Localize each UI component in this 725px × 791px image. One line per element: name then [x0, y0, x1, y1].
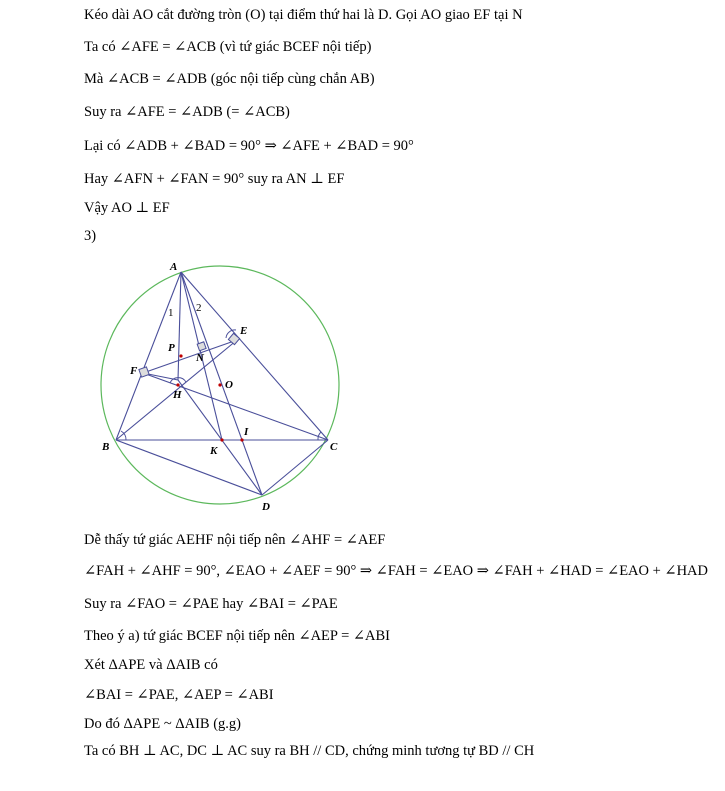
label-p: P	[168, 342, 175, 354]
segment-ab	[116, 272, 181, 440]
point-o	[218, 383, 221, 386]
segment-cf	[143, 373, 328, 440]
segment-hd	[178, 380, 262, 495]
label-i: I	[244, 426, 249, 438]
label-e: E	[240, 325, 248, 337]
angle-mark-2: 2	[196, 302, 202, 314]
line-11: Suy ra ∠FAO = ∠PAE hay ∠BAI = ∠PAE	[84, 596, 338, 612]
segment-ad	[181, 272, 262, 495]
line-5: Lại có ∠ADB + ∠BAD = 90° ⇒ ∠AFE + ∠BAD = 90°	[84, 138, 414, 154]
point-i	[240, 438, 243, 441]
line-9: Dễ thấy tứ giác AEHF nội tiếp nên ∠AHF = ∠AEF	[84, 532, 386, 548]
line-3: Mà ∠ACB = ∠ADB (góc nội tiếp cùng chắn AB)	[84, 71, 375, 87]
line-16: Ta có BH ⊥ AC, DC ⊥ AC suy ra BH // CD, chứng minh tương tự BD // CH	[84, 743, 535, 759]
geometry-figure	[98, 258, 358, 516]
segment-cd	[262, 440, 328, 495]
line-15: Do đó ΔAPE ~ ΔAIB (g.g)	[84, 716, 241, 732]
line-2: Ta có ∠AFE = ∠ACB (vì tứ giác BCEF nội tiếp)	[84, 39, 372, 55]
line-10: ∠FAH + ∠AHF = 90°, ∠EAO + ∠AEF = 90° ⇒ ∠FAH = ∠EAO ⇒ ∠FAH + ∠HAD = ∠EAO + ∠HAD	[84, 563, 708, 579]
point-h	[176, 383, 179, 386]
label-f: F	[130, 365, 138, 377]
label-d: D	[262, 501, 270, 513]
line-8: 3)	[84, 228, 97, 244]
line-6: Hay ∠AFN + ∠FAN = 90° suy ra AN ⊥ EF	[84, 171, 345, 187]
segment-ai-alt	[178, 272, 181, 380]
line-13: Xét ΔAPE và ΔAIB có	[84, 657, 218, 673]
label-o: O	[225, 379, 233, 391]
segment-bd	[116, 440, 262, 495]
line-7: Vậy AO ⊥ EF	[84, 200, 170, 216]
label-c: C	[330, 441, 338, 453]
angle-arc-c	[318, 432, 321, 440]
angle-mark-1: 1	[168, 307, 174, 319]
line-1: Kéo dài AO cắt đường tròn (O) tại điểm thứ hai là D. Gọi AO giao EF tại N	[84, 7, 523, 23]
label-b: B	[102, 441, 110, 453]
point-p	[179, 354, 182, 357]
line-4: Suy ra ∠AFE = ∠ADB (= ∠ACB)	[84, 104, 290, 120]
label-k: K	[210, 445, 218, 457]
line-12: Theo ý a) tứ giác BCEF nội tiếp nên ∠AEP = ∠ABI	[84, 628, 390, 644]
point-k	[220, 438, 223, 441]
segment-fe	[143, 340, 237, 373]
label-h: H	[173, 389, 182, 401]
line-14: ∠BAI = ∠PAE, ∠AEP = ∠ABI	[84, 687, 274, 703]
label-a: A	[170, 261, 178, 273]
label-n: N	[196, 352, 204, 364]
